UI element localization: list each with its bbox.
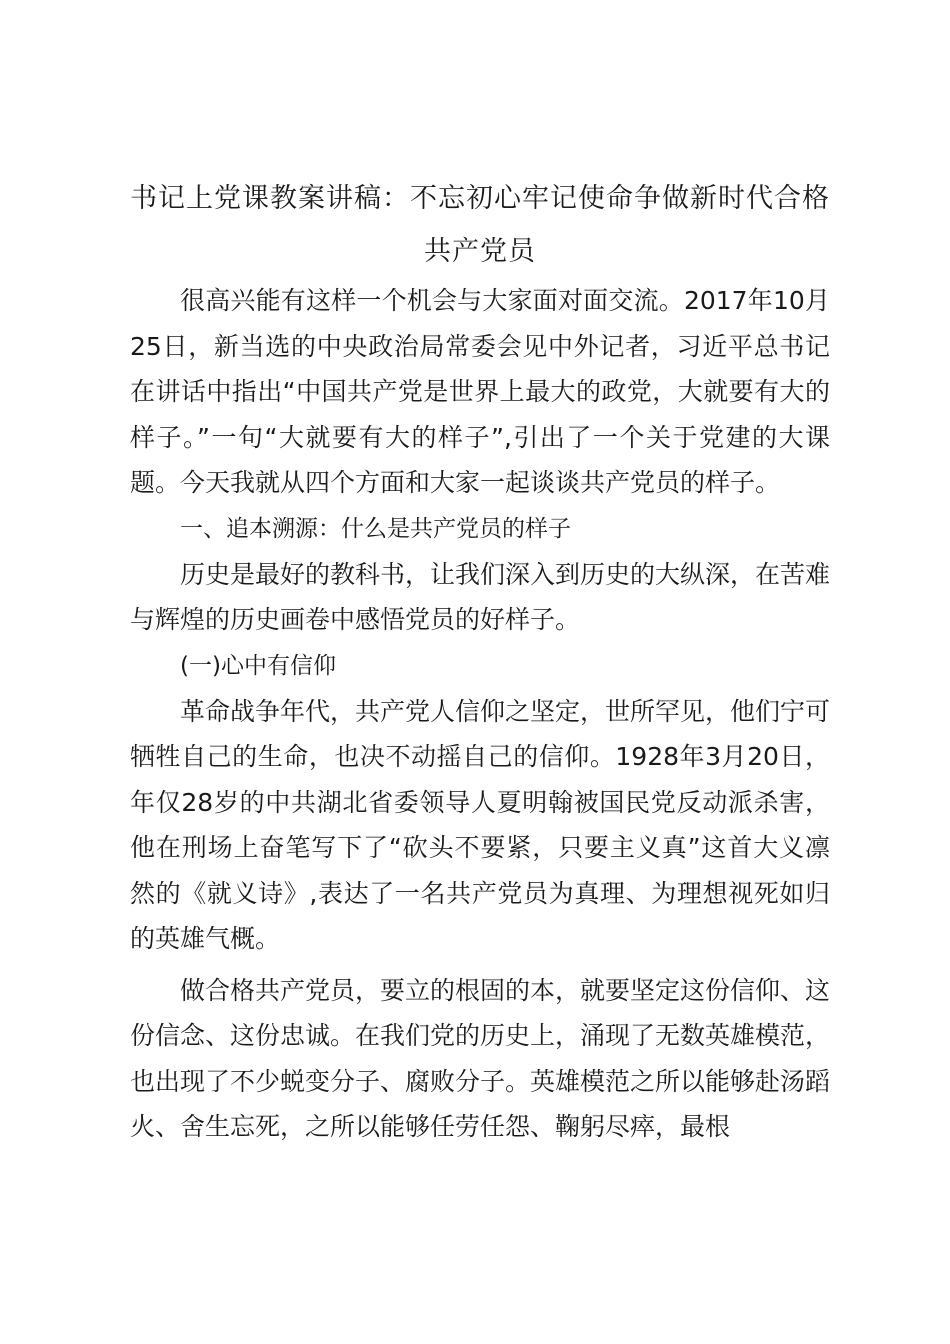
section-heading-1: 一、追本溯源：什么是共产党员的样子 (180, 515, 571, 542)
document-title: 书记上党课教案讲稿：不忘初心牢记使命争做新时代合格共产党员 (130, 183, 830, 267)
document-page (130, 172, 830, 1150)
intro-paragraph: 很高兴能有这样一个机会与大家面对面交流。2017年10月25日，新当选的中央政治局常委会见中外记者，习近平总书记在讲话中指出“中国共产党是世界上最大的政党，大就要有大的样子。”一句“大就要有大的样子”,引出了一个关于党建的大课题。今天我就从四个方面和大家一起谈谈共产党员的样子。 (130, 286, 830, 497)
subsection-heading-1: (一)心中有信仰 (180, 652, 336, 679)
subsection-1-paragraph-2: 做合格共产党员，要立的根固的本，就要坚定这份信仰、这份信念、这份忠诚。在我们党的历史上，涌现了无数英雄模范，也出现了不少蜕变分子、腐败分子。英雄模范之所以能够赴汤蹈火、舍生忘死，之所以能够任劳任怨、鞠躬尽瘁，最根 (130, 975, 831, 1141)
subsection-1-paragraph-1: 革命战争年代，共产党人信仰之坚定，世所罕见，他们宁可牺牲自己的生命，也决不动摇自己的信仰。1928年3月20日，年仅28岁的中共湖北省委领导人夏明翰被国民党反动派杀害，他在刑场上奋笔写下了“砍头不要紧，只要主义真”这首大义凛然的《就义诗》,表达了一名共产党员为真理、为理想视死如归的英雄气概。 (130, 696, 831, 953)
section-1-intro-paragraph: 历史是最好的教科书，让我们深入到历史的大纵深，在苦难与辉煌的历史画卷中感悟党员的好样子。 (130, 559, 831, 634)
